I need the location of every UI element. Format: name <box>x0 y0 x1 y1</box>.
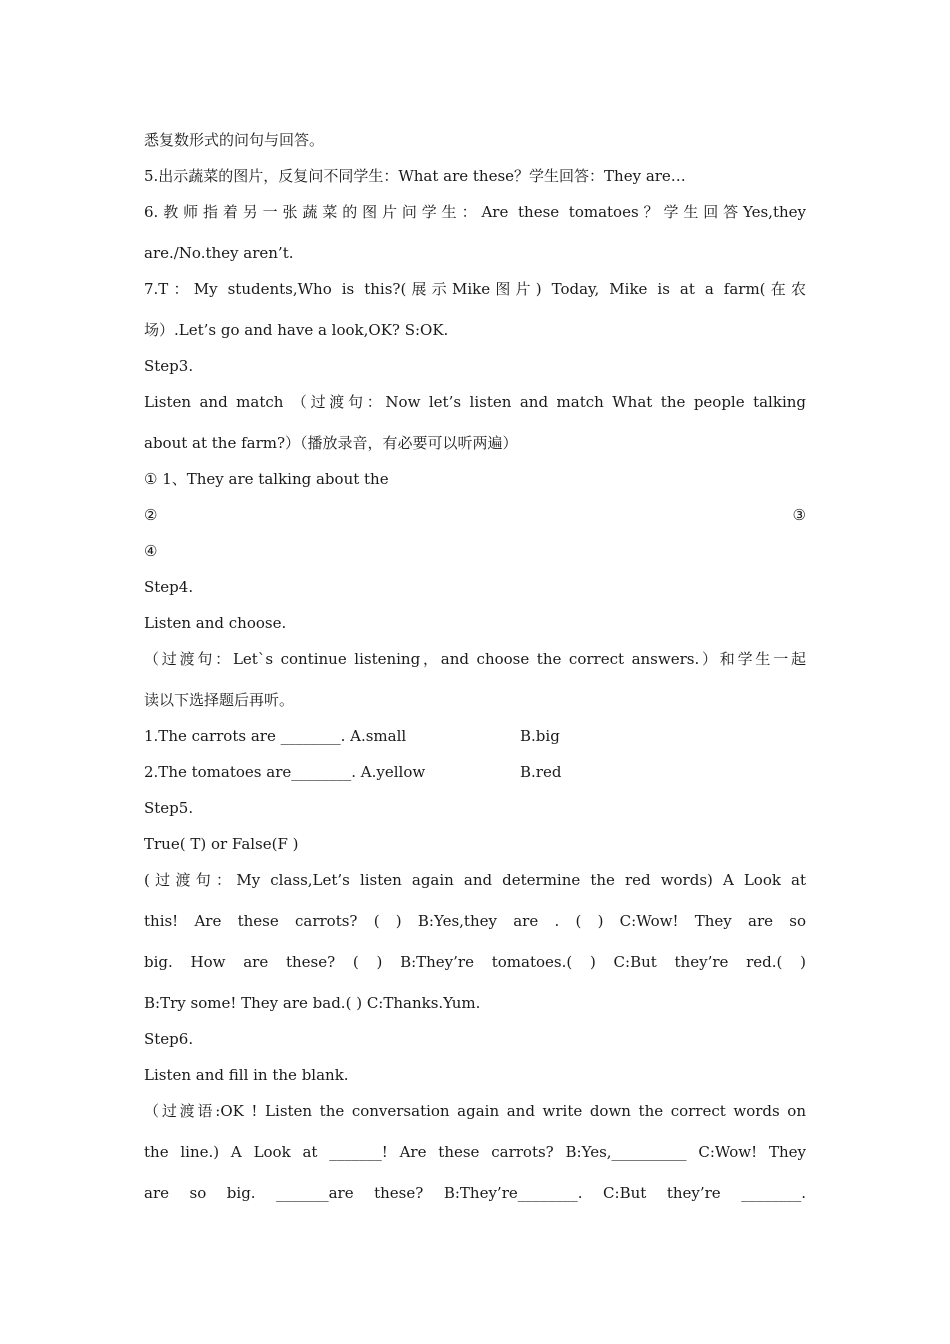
text-line: about at the farm?）（播放录音，有必要可以听两遍） <box>144 434 518 452</box>
match-markers-row <box>144 497 806 533</box>
text-line: 5.出示蔬菜的图片，反复问不同学生：What are these？学生回答：They are… <box>144 167 686 185</box>
choice-question-1 <box>144 718 806 754</box>
text-line: Listen and choose. <box>144 614 287 632</box>
text-line: B:Try some! They are bad.( ) C:Thanks.Yum. <box>144 994 481 1012</box>
text-line: 悉复数形式的问句与回答。 <box>144 131 325 149</box>
text-line: this! Are these carrots? ( ) B:Yes,they are . ( ) C:Wow! They are so <box>144 912 806 930</box>
document-page <box>144 122 806 1216</box>
step-heading: Step6. <box>144 1030 194 1048</box>
choice-question-2 <box>144 754 806 790</box>
text-line: True( T) or False(F ) <box>144 835 299 853</box>
text-line: 6.教师指着另一张蔬菜的图片问学生：Are these tomatoes？学生回答Yes,they <box>144 203 806 221</box>
question-text: 2.The tomatoes are________. A.yellow <box>144 763 426 781</box>
marker-3: ③ <box>792 506 806 524</box>
option-b: B.red <box>520 763 562 781</box>
text-line: (过渡句：My class,Let’s listen again and determine the red words) A Look at <box>144 871 806 889</box>
text-line: （过渡句：Let`s continue listening，and choose the correct answers.）和学生一起 <box>144 650 806 668</box>
option-b: B.big <box>520 727 560 745</box>
text-line: the line.) A Look at _______! Are these carrots? B:Yes,__________ C:Wow! They <box>144 1143 806 1161</box>
text-line: are so big. _______are these? B:They’re________. C:But they’re ________. <box>144 1184 806 1202</box>
marker-4: ④ <box>144 542 158 560</box>
text-line: Listen and fill in the blank. <box>144 1066 349 1084</box>
text-line: Listen and match （过渡句：Now let’s listen and match What the people talking <box>144 393 806 411</box>
step-heading: Step5. <box>144 799 194 817</box>
text-line: ① 1、They are talking about the <box>144 470 389 488</box>
text-line: 场）.Let’s go and have a look,OK? S:OK. <box>144 321 449 339</box>
question-text: 1.The carrots are ________. A.small <box>144 727 407 745</box>
text-line: big. How are these? ( ) B:They’re tomatoes.( ) C:But they’re red.( ) <box>144 953 806 971</box>
step-heading: Step4. <box>144 578 194 596</box>
text-line: 读以下选择题后再听。 <box>144 691 295 709</box>
marker-2: ② <box>144 506 158 524</box>
text-line: （过渡语:OK ! Listen the conversation again and write down the correct words on <box>144 1102 806 1120</box>
text-line: are./No.they aren’t. <box>144 244 294 262</box>
text-line: 7.T：My students,Who is this?(展示Mike图片) Today, Mike is at a farm(在农 <box>144 280 806 298</box>
step-heading: Step3. <box>144 357 194 375</box>
